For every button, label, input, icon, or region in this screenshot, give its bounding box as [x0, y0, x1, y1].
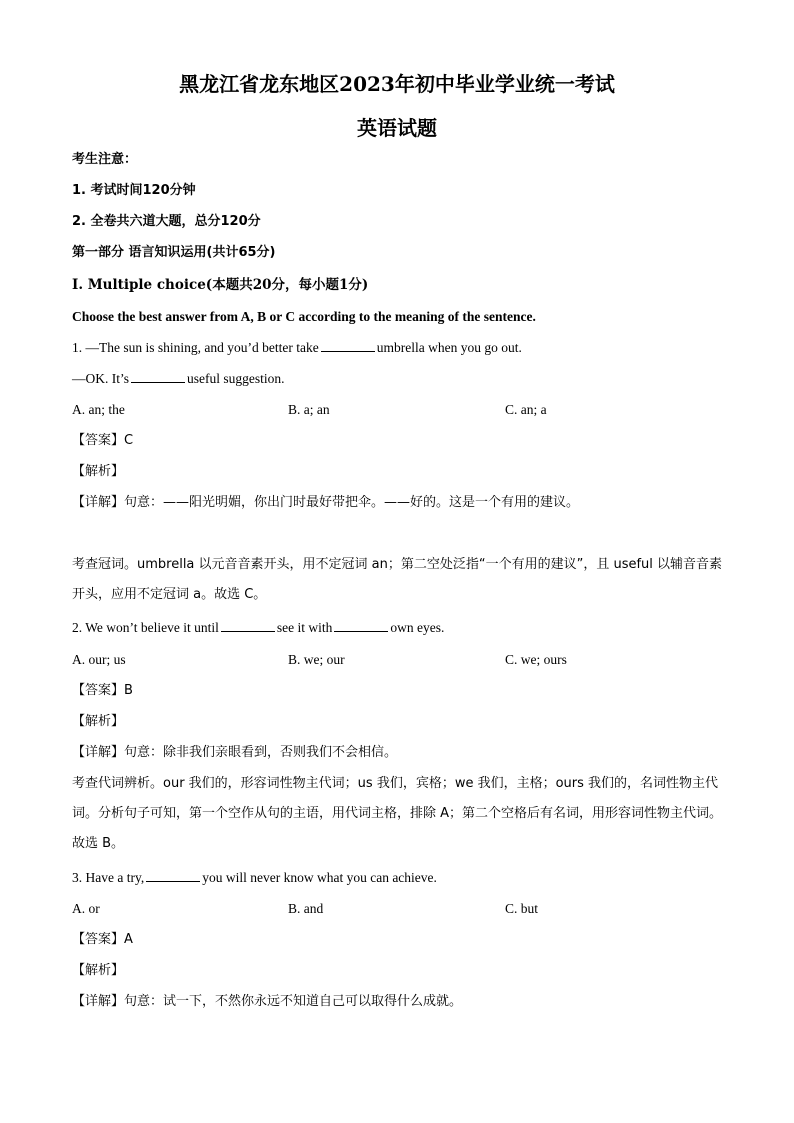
- question-1-line-2: [72, 370, 285, 388]
- question-2-option-b: B. we; our: [288, 652, 345, 667]
- question-1-answer: 【答案】C: [72, 433, 134, 448]
- section-instruction: Choose the best answer from A, B or C according to the meaning of the sentence.: [72, 309, 536, 324]
- part-title: 第一部分 语言知识运用(共计65分): [72, 245, 276, 260]
- question-1-option-b: B. a; an: [288, 402, 330, 417]
- question-2-analysis: 【解析】: [72, 714, 125, 729]
- question-1-blank-2: [131, 370, 185, 383]
- exam-subtitle: 英语试题: [357, 116, 437, 140]
- question-2-text-b: see it with: [276, 620, 333, 635]
- question-2-detail: 【详解】句意：除非我们亲眼看到，否则我们不会相信。: [72, 745, 398, 760]
- question-1-blank-1: [321, 339, 375, 352]
- question-1-text-a: 1. —The sun is shining, and you’d better take: [72, 340, 319, 355]
- question-1-line-1: [72, 339, 522, 357]
- question-1-text-d: useful suggestion.: [187, 371, 285, 386]
- question-2-line-1: [72, 619, 444, 637]
- question-1-text-c: —OK. It’s: [72, 371, 129, 386]
- question-1-analysis: 【解析】: [72, 464, 125, 479]
- question-3-text-b: you will never know what you can achieve.: [202, 870, 437, 885]
- question-1-option-c: C. an; a: [505, 402, 547, 417]
- question-2-option-c: C. we; ours: [505, 652, 567, 667]
- question-1-text-b: umbrella when you go out.: [376, 340, 522, 355]
- question-3-analysis: 【解析】: [72, 963, 125, 978]
- exam-title: 黑龙江省龙东地区2023年初中毕业学业统一考试: [179, 72, 615, 96]
- question-3-answer: 【答案】A: [72, 932, 133, 947]
- question-1-detail: 【详解】句意：——阳光明媚，你出门时最好带把伞。——好的。这是一个有用的建议。: [72, 495, 580, 510]
- question-3-option-c: C. but: [505, 901, 539, 916]
- question-3-detail: 【详解】句意：试一下，不然你永远不知道自己可以取得什么成就。: [72, 994, 463, 1009]
- question-2-blank-1: [221, 619, 275, 632]
- question-2-text-c: own eyes.: [390, 620, 445, 635]
- question-1-option-a: A. an; the: [72, 402, 125, 417]
- question-3-option-b: B. and: [288, 901, 324, 916]
- question-3-line-1: [72, 869, 437, 887]
- notes-heading: 考生注意：: [72, 152, 138, 167]
- question-2-text-a: 2. We won’t believe it until: [72, 620, 219, 635]
- notes-item-2: 2. 全卷共六道大题，总分120分: [72, 214, 261, 229]
- question-2-explanation: 考查代词辨析。our 我们的，形容词性物主代词；us 我们，宾格；we 我们，主格；ours 我们的，名词性物主代词。分析句子可知，第一个空作从句的主语，用代词主格，排除 A；第二个空格后有名词，用形容词性物主代词。故选 B。: [72, 776, 723, 851]
- question-2-blank-2: [334, 619, 388, 632]
- question-1-explanation: 考查冠词。umbrella 以元音音素开头，用不定冠词 an；第二空处泛指“一个有用的建议”，且 useful 以辅音音素开头，应用不定冠词 a。故选 C。: [72, 557, 723, 602]
- question-3-blank-1: [146, 869, 200, 882]
- question-3-option-a: A. or: [72, 901, 100, 916]
- question-2-option-a: A. our; us: [72, 652, 126, 667]
- question-2-answer: 【答案】B: [72, 683, 133, 698]
- section-title: Ⅰ. Multiple choice(本题共20分，每小题1分): [72, 277, 369, 293]
- notes-item-1: 1. 考试时间120分钟: [72, 183, 196, 198]
- question-3-text-a: 3. Have a try,: [72, 870, 145, 885]
